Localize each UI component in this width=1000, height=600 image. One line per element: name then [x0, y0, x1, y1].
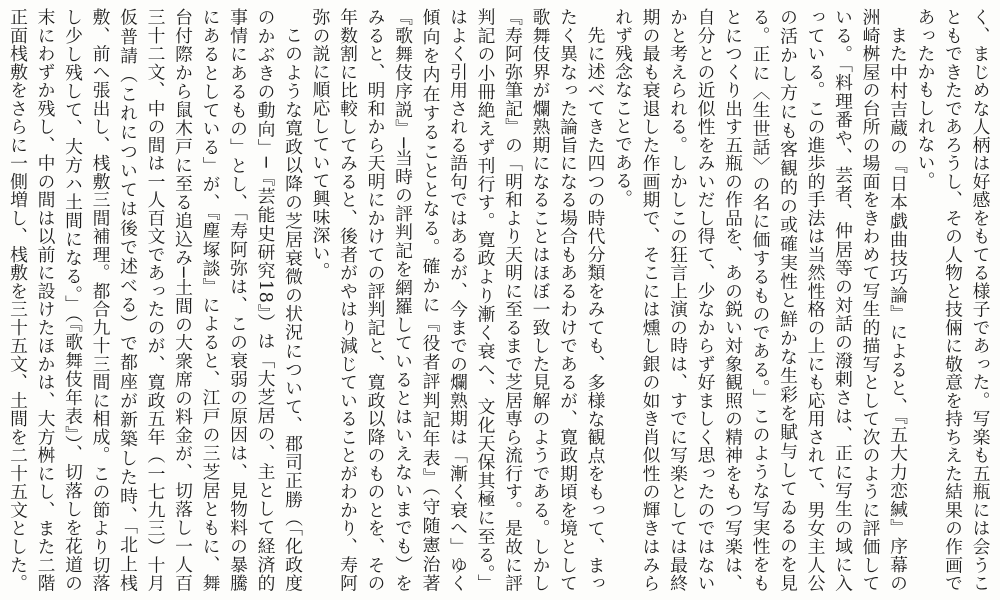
paragraph-1: く、まじめな人柄は好感をもてる様子であった。写楽も五瓶には会うこともできたであろうし、その人物と技倆に敬意を持ちえた結果の作画であったかもしれない。: [915, 8, 991, 592]
paragraph-3: 先に述べてきた四つの時代分類をみても、多様な観点をもって、まったく異なった論旨になる場合もあるわけであるが、寛政期頃を境として歌舞伎界が爛熟期になることはほぼ一致した見解のようである。しかし『寿阿弥筆記』の「明和より天明に至るまで芝居専ら流行す。是故に評判記の小冊絶えず刊行す。寛政より漸く衰へ、文化天保其極に至る。」はよく引用される語句ではあるが、今までの爛熟期は「漸く衰へ」ゆく傾向を内在することとなる。確かに『役者評判記年表』（守随憲治著『歌舞伎序説』─当時の評判記を網羅しているとはいえないまでも）をみると、明和から天明にかけての評判記と、寛政以降のものとを、その年数割に比較してみると、後者がやはり減じていることがわかり、寿阿弥の説に順応していて興味深い。: [310, 8, 606, 592]
paragraph-2: また中村吉蔵の『日本戯曲技巧論』によると、『五大力恋緘』序幕の洲崎桝屋の台所の場面をきわめて写生的描写として次のように評価している。「料理番や、芸者、仲居等の対話の潑剌さは、正に写生の域に入っている。この進歩的手法は当然性格の上にも応用されて、男女主人公の活かし方にも客観的の或確実性と鮮かな生彩を賦与してゐるのを見る。正に〈生世話〉の名に価するものである。」このような写実性をもとにつくり出す五瓶の作品を、あの鋭い対象観照の精神をもつ写楽は、自分との近似性をみいだし得て、少なからず好ましく思ったのではないかと考えられる。しかしこの狂言上演の時は、すでに写楽としては最終期の最も衰退した作画期で、そこには燻し銀の如き肖似性の輝きはみられず残念なことである。: [612, 8, 909, 592]
vertical-text-block: [6, 8, 994, 592]
paragraph-4: このような寛政以降の芝居衰微の状況について、郡司正勝（「化政度のかぶきの動向」─『芸能史研究18』）は「大芝居の、主として経済的事情にあるもの」とし、「寿阿弥は、この衰弱の原因は、見物料の暴騰にあるとしている」が、『塵塚談』によると、江戸の三芝居ともに、舞台付際から鼠木戸に至る追込み─土間の大衆席の料金が、切落し一人百三十二文、中の間は一人百文であったのが、寛政五年（一七九三）十月仮普請（これについては後で述べる）で都座が新築した時、「北上桟敷、前へ張出し、桟敷三間補理。都合九十三間に相成。この節より切落し少し残して、大方ハ土間になる。」（『歌舞伎年表』）、切落しを花道の末にわずか残し、中の間は以前に設けたほかは、大方桝にし、また二階正面桟敷をさらに一側増し、桟敷を三十五文、土間を二十五文とした。: [7, 8, 304, 592]
